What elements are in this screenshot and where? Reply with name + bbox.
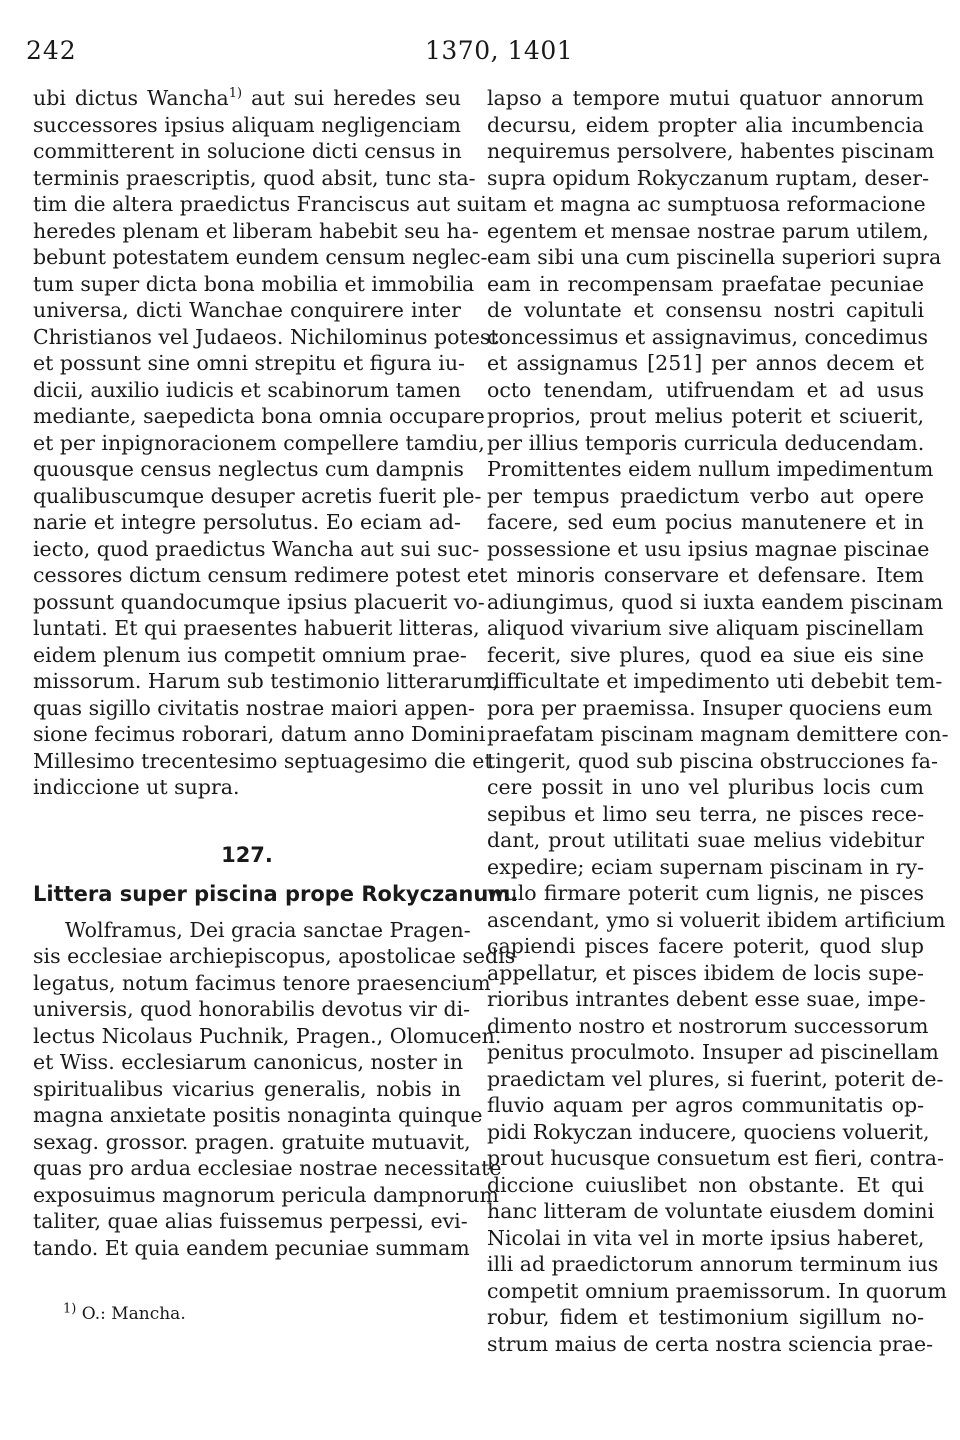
text-line: sione fecimus roborari, datum anno Domini — [33, 722, 486, 746]
text-line: successores ipsius aliquam negligenciam — [33, 112, 461, 137]
text-line: qualibuscumque desuper acretis fuerit ple- — [33, 483, 482, 508]
text-line: eam in recompensam praefatae pecuniae — [487, 271, 924, 296]
text-line: Nicolai in vita vel in morte ipsius haberet, — [487, 1225, 925, 1250]
text-line: lapso a tempore mutui quatuor annorum — [487, 86, 924, 110]
text-line: ubi dictus Wancha$^{1)}$ aut sui heredes seu — [33, 86, 461, 110]
text-line: tum super dicta bona mobilia et immobilia — [33, 271, 475, 296]
text-line: exposuimus magnorum pericula dampnorum — [33, 1182, 499, 1207]
footnote-number: 1) — [63, 1301, 77, 1317]
text-line: per illius temporis curricula deducendam. — [487, 430, 925, 455]
text-line: expedire; eciam supernam piscinam in ry- — [487, 854, 924, 879]
text-line: quousque census neglectus cum dampnis — [33, 457, 464, 481]
text-line: mediante, saepedicta bona omnia occupare — [33, 404, 485, 428]
text-line: de voluntate et consensu nostri capituli — [487, 298, 924, 322]
text-line: nequiremus persolvere, habentes piscinam — [487, 139, 935, 163]
text-line: cere possit in uno vel pluribus locis cum — [487, 775, 924, 799]
footnote — [33, 1302, 461, 1326]
footnote-text: O.: Mancha. — [81, 1304, 186, 1324]
text-line: sis ecclesiae archiepiscopus, apostolicae sedis — [33, 944, 516, 968]
text-line: dicii, auxilio iudicis et scabinorum tamen — [33, 377, 461, 402]
text-line: per tempus praedictum verbo aut opere — [487, 483, 924, 508]
text-line: possunt quandocumque ipsius placuerit vo- — [33, 589, 485, 614]
text-line: universis, quod honorabilis devotus vir di- — [33, 997, 471, 1021]
left-column — [33, 85, 519, 1326]
text-line: aliquod vivarium sive aliquam piscinellam — [487, 616, 924, 640]
text-line: appellatur, et pisces ibidem de locis supe- — [487, 960, 924, 985]
text-line: difficultate et impedimento uti debebit tem- — [487, 669, 943, 693]
text-line: fluvio aquam per agros communitatis op- — [487, 1093, 924, 1117]
page-number: 242 — [26, 36, 77, 65]
text-line: concessimus et assignavimus, concedimus — [487, 324, 928, 349]
text-line: et per inpignoracionem compellere tamdiu, — [33, 430, 485, 455]
text-line: legatus, notum facimus tenore praesencium — [33, 970, 491, 995]
text-line: pora per praemissa. Insuper quociens eum — [487, 695, 933, 720]
text-line: pidi Rokyczan inducere, quociens voluerit, — [487, 1119, 930, 1144]
text-line: capiendi pisces facere poterit, quod slup — [487, 934, 924, 958]
text-line: praefatam piscinam magnam demittere con- — [487, 722, 949, 746]
text-line: competit omnium praemissorum. In quorum — [487, 1278, 947, 1303]
text-line: committerent in solucione dicti census in — [33, 139, 462, 163]
text-line: taliter, quae alias fuissemus perpessi, evi- — [33, 1209, 468, 1233]
text-line: supra opidum Rokyczanum ruptam, deser- — [487, 165, 930, 190]
text-line: eam sibi una cum piscinella superiori supra — [487, 245, 942, 269]
text-line: dimento nostro et nostrorum successorum — [487, 1013, 929, 1038]
page-header — [0, 32, 960, 72]
text-line: tingerit, quod sub piscina obstrucciones fa- — [487, 748, 938, 773]
text-line: indiccione ut supra. — [33, 775, 240, 799]
text-line: Promittentes eidem nullum impedimentum — [487, 457, 934, 481]
text-line: decursu, eidem propter alia incumbencia — [487, 112, 924, 137]
text-line: fecerit, sive plures, quod ea siue eis sine — [487, 642, 924, 667]
text-line: lectus Nicolaus Puchnik, Pragen., Olomucen. — [33, 1023, 502, 1048]
text-line: Christianos vel Judaeos. Nichilominus potest — [33, 324, 499, 349]
text-line: possessione et usu ipsius magnae piscinae — [487, 536, 930, 561]
text-line: adiungimus, quod si iuxta eandem piscinam — [487, 589, 944, 614]
text-line: egentem et mensae nostrae parum utilem, — [487, 218, 929, 243]
text-line: et Wiss. ecclesiarum canonicus, noster in — [33, 1050, 464, 1074]
text-line: robur, fidem et testimonium sigillum no- — [487, 1305, 924, 1329]
document-number: 127. — [221, 842, 273, 867]
text-line: sepibus et limo seu terra, ne pisces rece- — [487, 801, 924, 826]
text-line: quas pro ardua ecclesiae nostrae necessitate — [33, 1156, 502, 1180]
text-line: et possunt sine omni strepitu et figura iu- — [33, 351, 465, 375]
document-text-block — [33, 917, 516, 1262]
running-head-years: 1370, 1401 — [425, 36, 574, 65]
text-line: Wolframus, Dei gracia sanctae Pragen- — [65, 917, 471, 942]
left-text-block — [33, 112, 500, 801]
text-line: diccione cuiuslibet non obstante. Et qui — [487, 1172, 924, 1197]
text-line: wulo firmare poterit cum lignis, ne pisces — [487, 881, 924, 905]
text-line: terminis praescriptis, quod absit, tunc sta- — [33, 165, 476, 190]
text-line: magna anxietate positis nonaginta quinque — [33, 1103, 483, 1127]
text-line: Millesimo trecentesimo septuagesimo die et — [33, 748, 493, 773]
text-line: proprios, prout melius poterit et sciuerit, — [487, 404, 924, 428]
text-line: prout hucusque consuetum est fieri, contra- — [487, 1146, 944, 1170]
text-line: sexag. grossor. pragen. gratuite mutuavit, — [33, 1129, 471, 1154]
text-line: tim die altera praedictus Franciscus aut sui — [33, 192, 487, 216]
text-line: et assignamus [251] per annos decem et — [487, 351, 924, 375]
text-line: spiritualibus vicarius generalis, nobis in — [33, 1076, 461, 1101]
text-line: tando. Et quia eandem pecuniae summam — [33, 1235, 470, 1260]
text-line: universa, dicti Wanchae conquirere inter — [33, 298, 461, 322]
right-column — [487, 85, 949, 1357]
text-line: rioribus intrantes debent esse suae, impe- — [487, 987, 926, 1011]
text-line: strum maius de certa nostra sciencia prae- — [487, 1331, 934, 1356]
text-line: tam et magna ac sumptuosa reformacione — [487, 192, 926, 216]
text-line: bebunt potestatem eundem censum neglec- — [33, 245, 488, 269]
text-line: octo tenendam, utifruendam et ad usus — [487, 377, 924, 402]
right-text-block — [487, 85, 949, 1357]
text-line: cessores dictum censum redimere potest et — [33, 563, 488, 587]
text-line: praedictam vel plures, si fuerint, poterit de- — [487, 1066, 944, 1091]
text-line: dant, prout utilitati suae melius videbitur — [487, 828, 924, 852]
text-line: ascendant, ymo si voluerit ibidem artificium — [487, 907, 946, 932]
footnote-marker: 1) — [228, 86, 243, 102]
text-line: quas sigillo civitatis nostrae maiori appen- — [33, 695, 475, 720]
text-line: narie et integre persolutus. Eo eciam ad- — [33, 510, 461, 534]
text-line: illi ad praedictorum annorum terminum ius — [487, 1252, 939, 1276]
text-line: heredes plenam et liberam habebit seu ha- — [33, 218, 479, 243]
text-line: iecto, quod praedictus Wancha aut sui suc- — [33, 536, 480, 561]
text-line: hanc litteram de voluntate eiusdem domini — [487, 1199, 935, 1223]
text-line: et minoris conservare et defensare. Item — [487, 563, 924, 587]
text-line: luntati. Et qui praesentes habuerit litteras, — [33, 616, 480, 640]
text-line: penitus proculmoto. Insuper ad piscinellam — [487, 1040, 939, 1064]
document-title: Littera super piscina prope Rokyczanum. — [33, 881, 519, 906]
text-line: eidem plenum ius competit omnium prae- — [33, 642, 467, 667]
text-line: missorum. Harum sub testimonio litterarum, — [33, 669, 500, 693]
text-line: facere, sed eum pocius manutenere et in — [487, 510, 924, 534]
